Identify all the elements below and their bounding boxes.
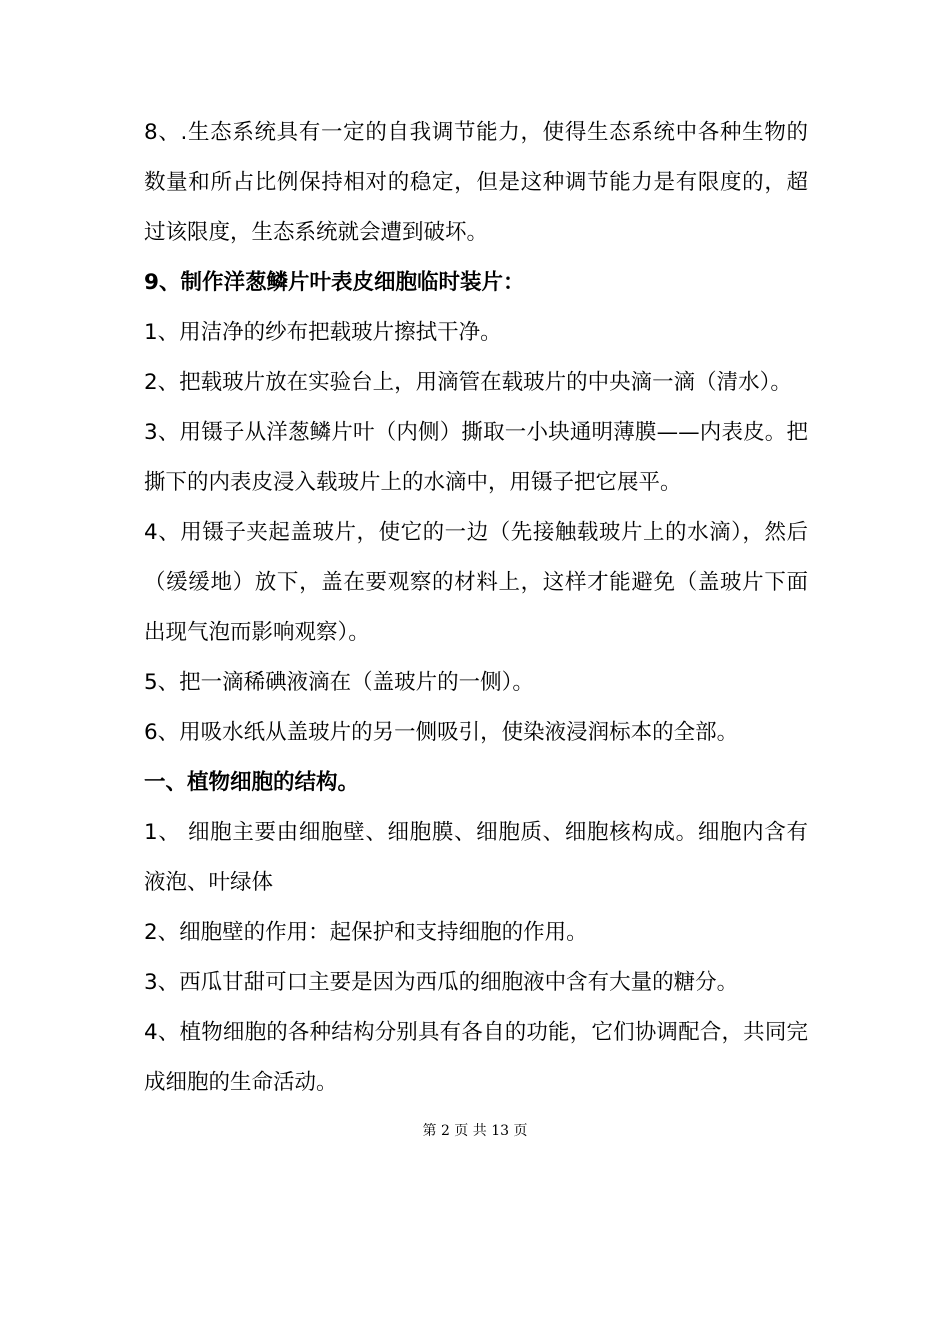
- heading-plant-cell-structure: 一、植物细胞的结构。: [144, 770, 360, 795]
- step-6: 6、用吸水纸从盖玻片的另一侧吸引，使染液浸润标本的全部。: [144, 720, 739, 745]
- cell-point-3: 3、西瓜甘甜可口主要是因为西瓜的细胞液中含有大量的糖分。: [144, 970, 739, 995]
- cell-point-2: 2、细胞壁的作用：起保护和支持细胞的作用。: [144, 920, 588, 945]
- paragraph-ecosystem-regulation: 8、.生态系统具有一定的自我调节能力，使得生态系统中各种生物的数量和所占比例保持相对的稳定，但是这种调节能力是有限度的，超过该限度，生态系统就会遭到破坏。: [144, 120, 808, 245]
- step-4: 4、用镊子夹起盖玻片，使它的一边（先接触载玻片上的水滴），然后（缓缓地）放下，盖在要观察的材料上，这样才能避免（盖玻片下面出现气泡而影响观察）。: [144, 520, 808, 645]
- step-3: 3、用镊子从洋葱鳞片叶（内侧）撕取一小块通明薄膜——内表皮。把撕下的内表皮浸入载玻片上的水滴中，用镊子把它展平。: [144, 420, 808, 495]
- document-body: [144, 108, 808, 1108]
- page-number-footer: 第 2 页 共 13 页: [422, 1123, 528, 1139]
- step-5: 5、把一滴稀碘液滴在（盖玻片的一侧）。: [144, 670, 534, 695]
- step-2: 2、把载玻片放在实验台上，用滴管在载玻片的中央滴一滴（清水）。: [144, 370, 792, 395]
- cell-point-1: 1、 细胞主要由细胞壁、细胞膜、细胞质、细胞核构成。细胞内含有液泡、叶绿体: [144, 820, 808, 895]
- heading-onion-slide: 9、制作洋葱鳞片叶表皮细胞临时装片：: [144, 270, 525, 295]
- step-1: 1、用洁净的纱布把载玻片擦拭干净。: [144, 320, 502, 345]
- cell-point-4: 4、植物细胞的各种结构分别具有各自的功能，它们协调配合，共同完成细胞的生命活动。: [144, 1020, 808, 1095]
